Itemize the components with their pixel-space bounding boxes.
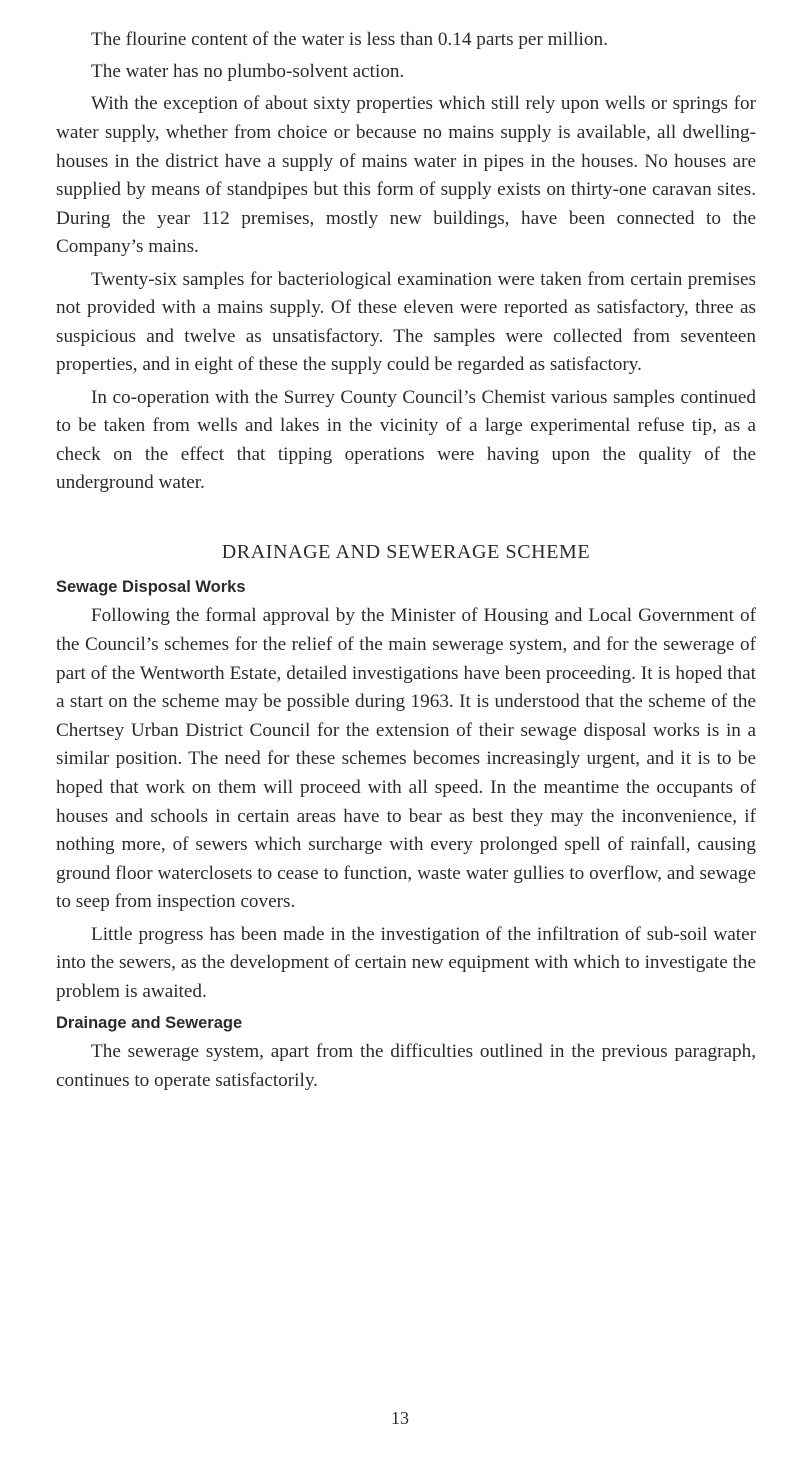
subheading-drainage-sewerage: Drainage and Sewerage xyxy=(56,1014,243,1033)
paragraph-bacteriological-samples: Twenty-six samples for bacteriological examination were taken from certain premises not provided with a mains supply. Of these eleven were reported as satisfactory, three as suspicious and twelve as unsatisfactory. The samples were collected from seventeen properties, and in eight of these the supply could be regarded as satisfactory. xyxy=(56,268,756,376)
subheading-sewage-disposal: Sewage Disposal Works xyxy=(56,578,246,597)
paragraph-fluorine: The flourine content of the water is less than 0.14 parts per million. xyxy=(91,29,608,50)
section-title: DRAINAGE AND SEWERAGE SCHEME xyxy=(221,540,591,563)
paragraph-mains-supply: With the exception of about sixty properties which still rely upon wells or springs for water supply, whether from choice or because no mains supply is available, all dwelling-houses in the district have a supply of mains water in pipes in the houses. No houses are supplied by means of standpipes but this form of supply exists on thirty-one caravan sites. During the year 112 premises, mostly new buildings, have been connected to the Company’s mains. xyxy=(56,93,756,258)
page-number: 13 xyxy=(391,1408,409,1428)
paragraph-refuse-tip: In co-operation with the Surrey County Council’s Chemist various samples continued to be taken from wells and lakes in the vicinity of a large experimental refuse tip, as a check on the effect that tipping operations were having upon the quality of the underground water. xyxy=(56,386,756,494)
paragraph-sewage-schemes: Following the formal approval by the Minister of Housing and Local Government of the Council’s schemes for the relief of the main sewerage system, and for the sewerage of part of the Wentworth Estate, detailed investigations have been proceeding. It is hoped that a start on the scheme may be possible during 1963. It is understood that the scheme of the Chertsey Urban District Council for the extension of their sewage disposal works is in a similar position. The need for these schemes becomes increasingly urgent, and it is to be hoped that work on them will proceed with all speed. In the meantime the occupants of houses and schools in certain areas have to bear as best they may the inconvenience, if nothing more, of sewers which surcharge with every prolonged spell of rainfall, causing ground floor waterclosets to cease to function, waste water gullies to overflow, and sewage to seep from inspection covers. xyxy=(56,605,756,913)
paragraph-infiltration: Little progress has been made in the investigation of the infiltration of sub-soil water into the sewers, as the development of certain new equipment with which to investigate the problem is awaited. xyxy=(56,923,756,1002)
paragraph-sewerage-system: The sewerage system, apart from the difficulties outlined in the previous paragraph, continues to operate satisfactorily. xyxy=(56,1041,756,1091)
paragraph-plumbo-solvent: The water has no plumbo-solvent action. xyxy=(91,61,405,83)
document-page xyxy=(56,26,756,1099)
